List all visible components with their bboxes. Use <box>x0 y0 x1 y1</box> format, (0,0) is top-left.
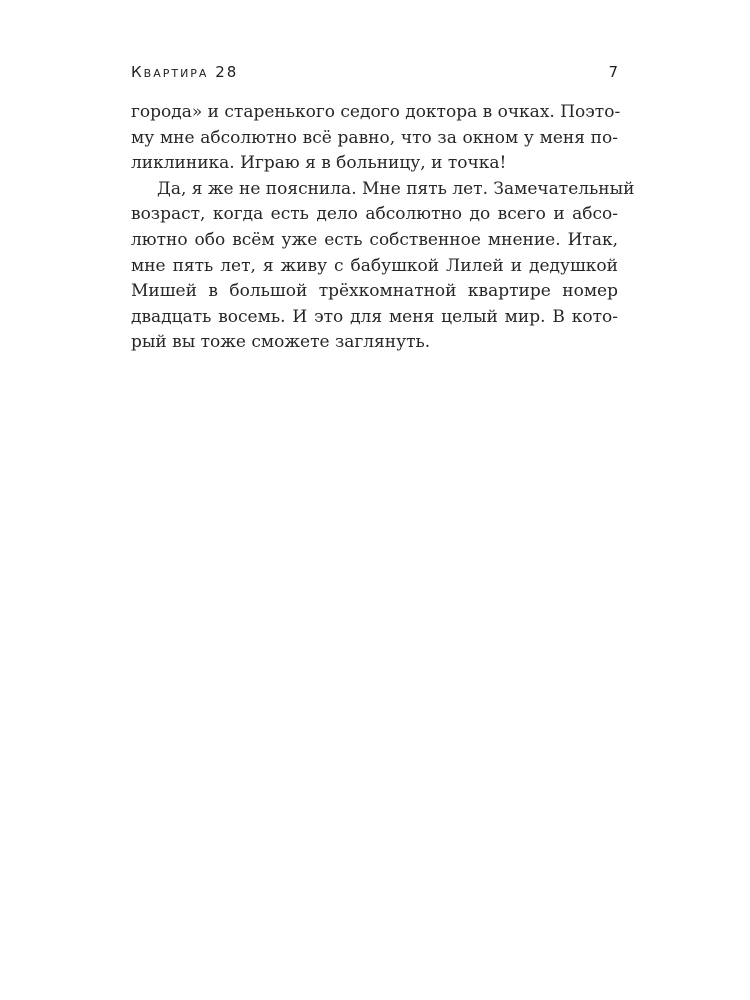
page-number: 7 <box>608 63 618 81</box>
text-line: ликлиника. Играю я в больницу, и точка! <box>131 153 507 174</box>
paragraph-2 <box>131 177 635 356</box>
text-line: Мишей в большой трёхкомнатной квартире номер <box>131 281 618 302</box>
text-line: лютно обо всём уже есть собственное мнение. Итак, <box>131 229 618 250</box>
running-title: Квартира 28 <box>131 63 239 81</box>
text-line: двадцать восемь. И это для меня целый мир. В кото- <box>131 306 618 327</box>
text-line: возраст, когда есть дело абсолютно до всего и абсо- <box>131 204 618 225</box>
main-text <box>131 100 635 356</box>
text-line: мне пять лет, я живу с бабушкой Лилей и дедушкой <box>131 255 618 276</box>
text-line: города» и старенького седого доктора в очках. Поэто- <box>131 102 621 122</box>
text-line: му мне абсолютно всё равно, что за окном у меня по- <box>131 127 618 148</box>
paragraph-1 <box>131 100 621 177</box>
running-head <box>131 63 618 87</box>
text-line: Да, я же не пояснила. Мне пять лет. Замечательный <box>157 178 635 199</box>
text-line: рый вы тоже сможете заглянуть. <box>131 332 431 353</box>
